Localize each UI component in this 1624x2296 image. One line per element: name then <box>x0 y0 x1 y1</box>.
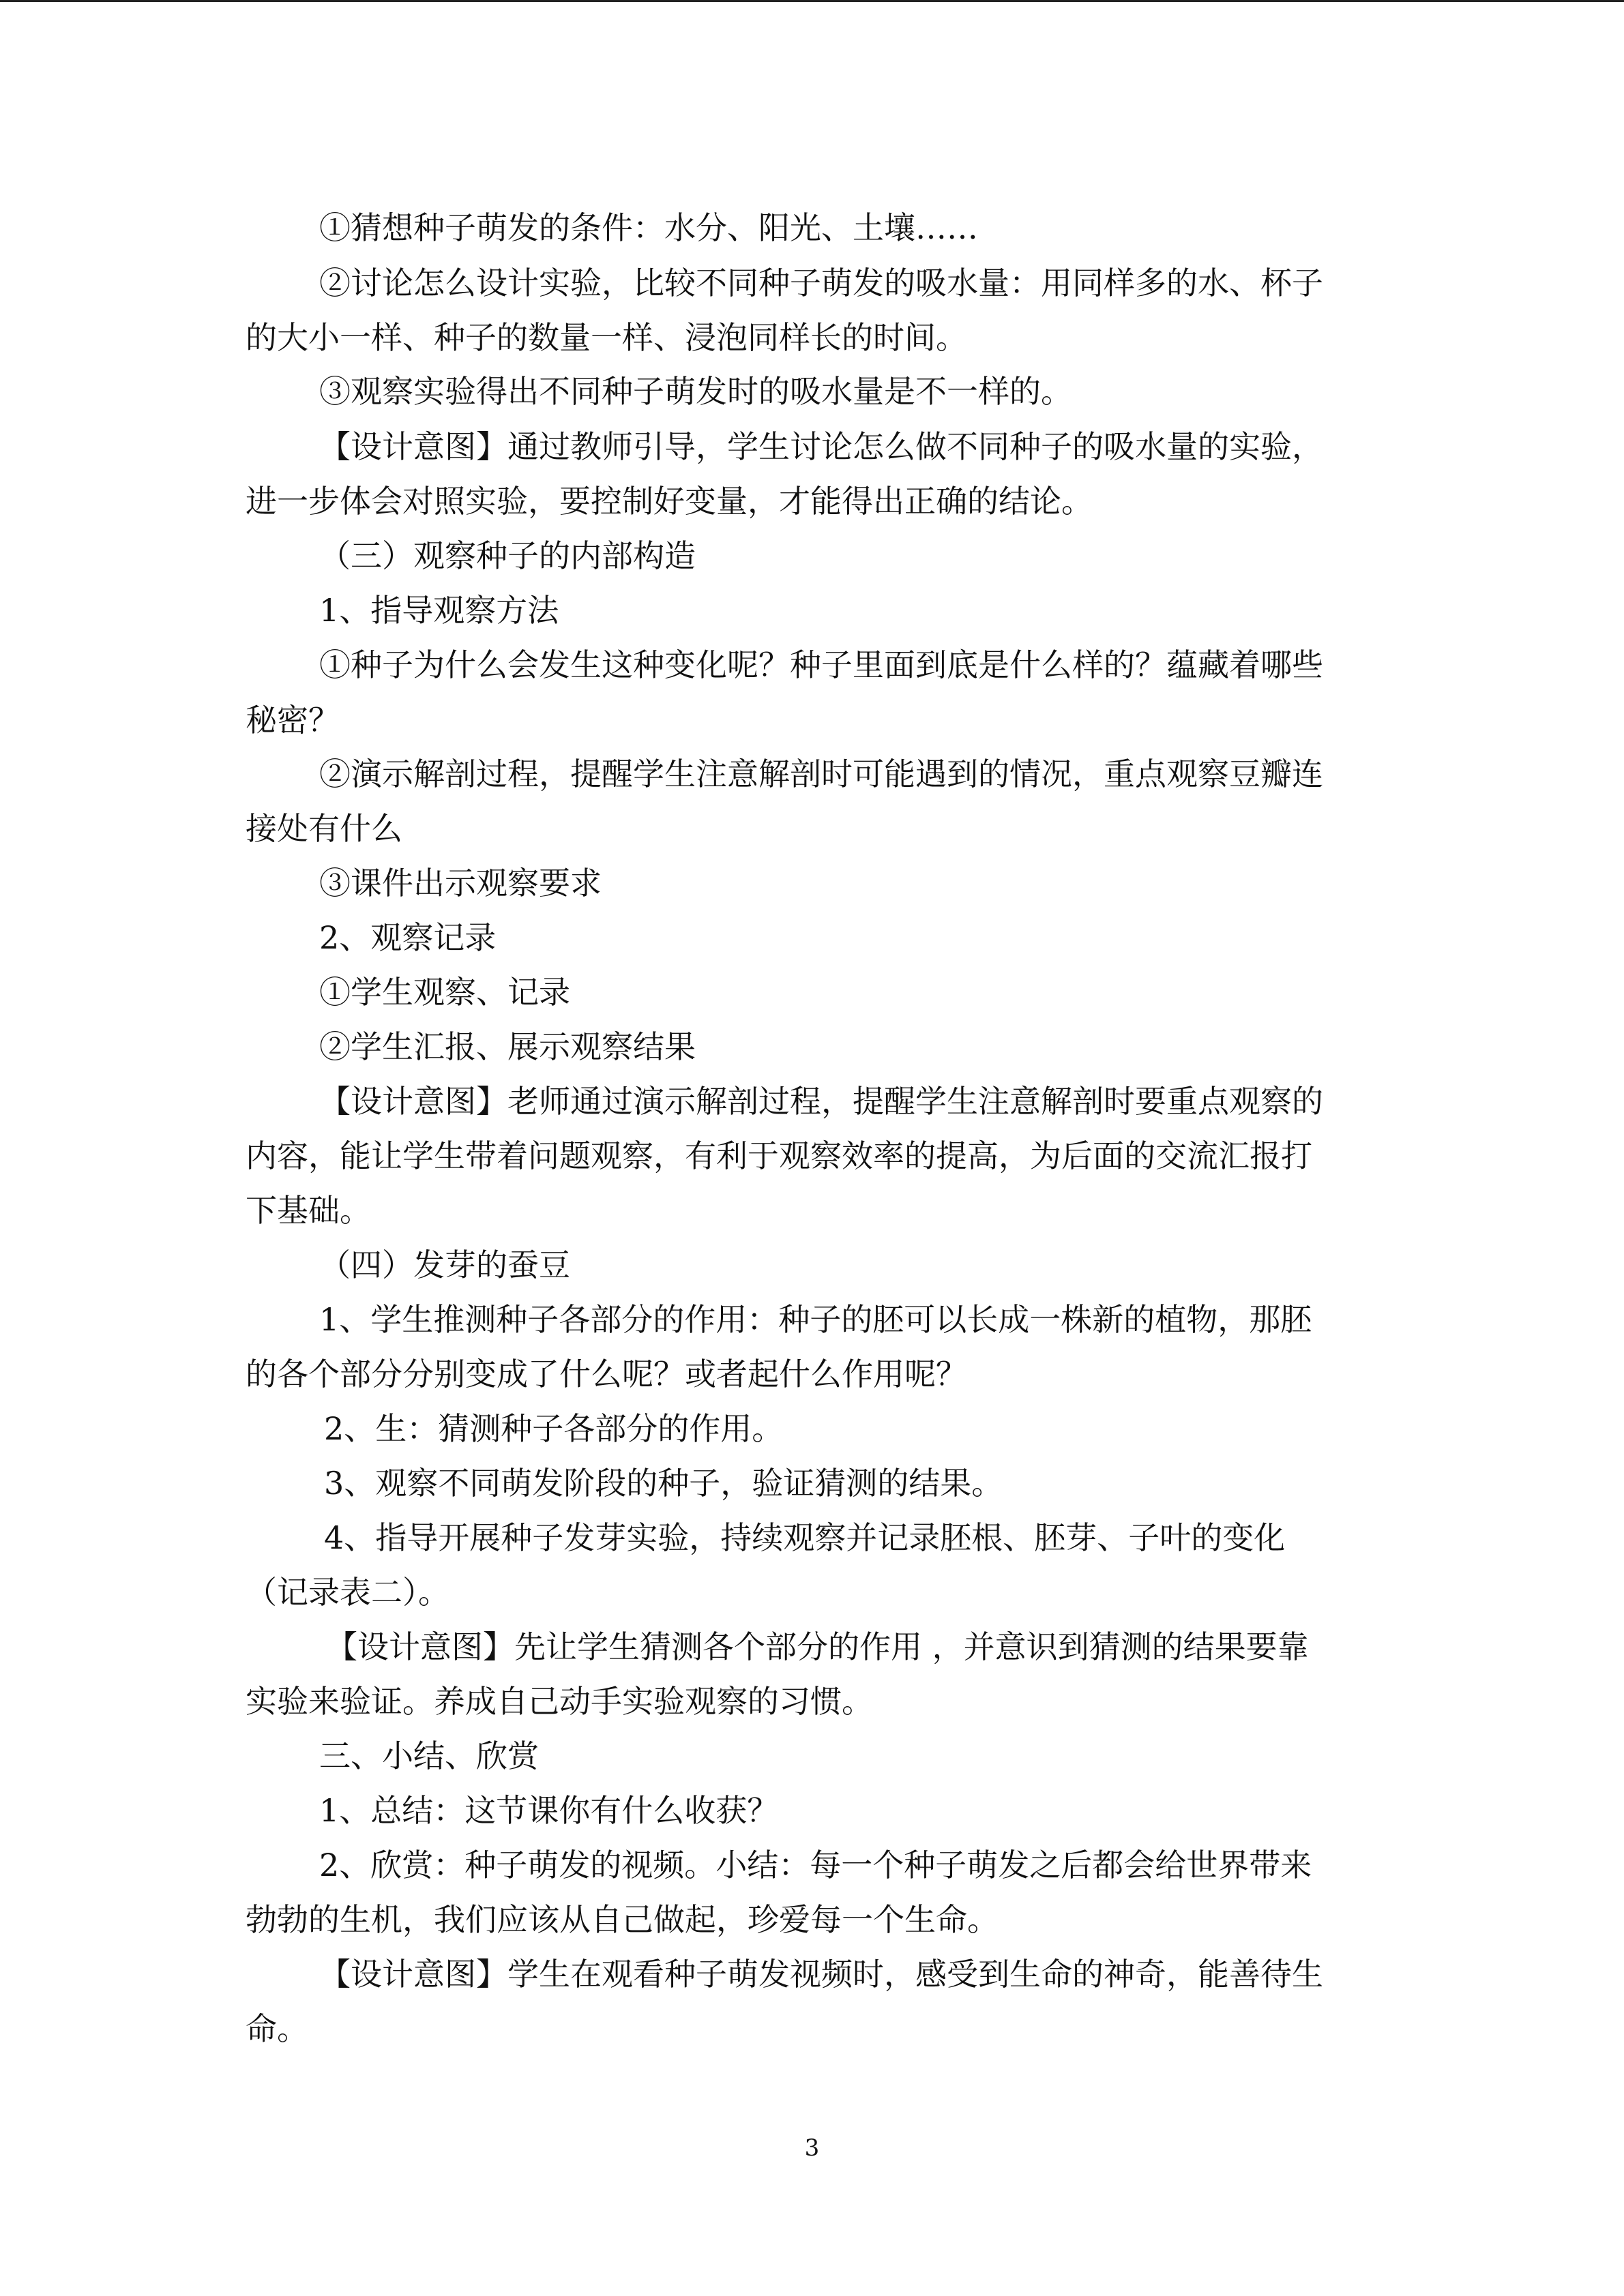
line-21: 1、学生推测种子各部分的作用：种子的胚可以长成一株新的植物，那胚 <box>319 1301 1312 1338</box>
line-10: 秘密？ <box>246 702 340 739</box>
line-14: 2、观察记录 <box>319 919 497 956</box>
line-22: 的各个部分分别变成了什么呢？或者起什么作用呢？ <box>246 1356 967 1392</box>
line-32: 勃勃的生机，我们应该从自己做起，珍爱每一个生命。 <box>246 1901 999 1938</box>
line-11: ②演示解剖过程，提醒学生注意解剖时可能遇到的情况，重点观察豆瓣连 <box>319 756 1323 792</box>
line-19: 下基础。 <box>246 1192 371 1229</box>
line-26: （记录表二）。 <box>246 1574 449 1611</box>
line-28: 实验来验证。养成自己动手实验观察的习惯。 <box>246 1683 873 1720</box>
line-4: ③观察实验得出不同种子萌发时的吸水量是不一样的。 <box>319 373 1072 410</box>
line-31: 2、欣赏：种子萌发的视频。小结：每一个种子萌发之后都会给世界带来 <box>319 1847 1312 1883</box>
line-24: 3、观察不同萌发阶段的种子，验证猜测的结果。 <box>324 1465 1003 1502</box>
line-25: 4、指导开展种子发芽实验，持续观察并记录胚根、胚芽、子叶的变化 <box>324 1519 1286 1556</box>
line-20: （四）发芽的蚕豆 <box>319 1247 570 1283</box>
page-number: 3 <box>804 2134 820 2162</box>
line-17: 【设计意图】老师通过演示解剖过程，提醒学生注意解剖时要重点观察的 <box>319 1083 1323 1120</box>
line-23: 2、生：猜测种子各部分的作用。 <box>324 1410 784 1447</box>
line-9: ①种子为什么会发生这种变化呢？种子里面到底是什么样的？蕴藏着哪些 <box>319 646 1323 683</box>
line-15: ①学生观察、记录 <box>319 974 570 1011</box>
line-34: 命。 <box>246 2010 308 2047</box>
line-7: （三）观察种子的内部构造 <box>319 537 696 574</box>
line-12: 接处有什么 <box>246 810 402 847</box>
line-27: 【设计意图】先让学生猜测各个部分的作用 ，并意识到猜测的结果要靠 <box>326 1628 1309 1665</box>
line-30: 1、总结：这节课你有什么收获？ <box>319 1792 779 1829</box>
line-8: 1、指导观察方法 <box>319 592 559 629</box>
line-1: ①猜想种子萌发的条件：水分、阳光、土壤…… <box>319 209 978 246</box>
line-16: ②学生汇报、展示观察结果 <box>319 1028 696 1065</box>
line-29: 三、小结、欣赏 <box>319 1738 539 1774</box>
line-13: ③课件出示观察要求 <box>319 865 602 901</box>
line-33: 【设计意图】学生在观看种子萌发视频时，感受到生命的神奇，能善待生 <box>319 1956 1323 1993</box>
line-6: 进一步体会对照实验，要控制好变量，才能得出正确的结论。 <box>246 483 1093 520</box>
line-3: 的大小一样、种子的数量一样、浸泡同样长的时间。 <box>246 319 967 356</box>
line-18: 内容，能让学生带着问题观察，有利于观察效率的提高，为后面的交流汇报打 <box>246 1137 1312 1174</box>
line-2: ②讨论怎么设计实验，比较不同种子萌发的吸水量：用同样多的水、杯子 <box>319 265 1323 301</box>
line-5: 【设计意图】通过教师引导，学生讨论怎么做不同种子的吸水量的实验， <box>319 428 1323 465</box>
